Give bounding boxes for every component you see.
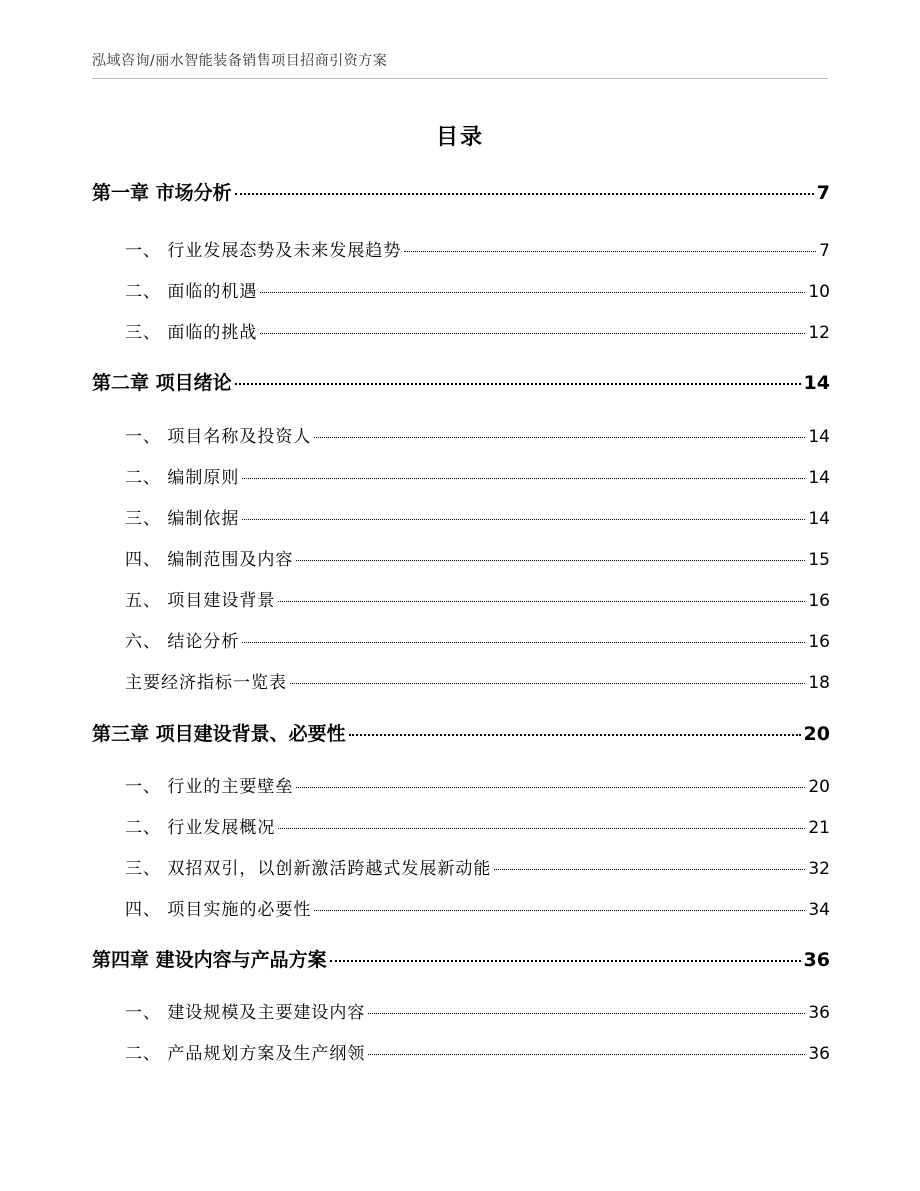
toc-page-number: 14 — [808, 427, 830, 447]
toc-page-number: 36 — [808, 1044, 830, 1064]
toc-dot-leader — [314, 910, 805, 911]
toc-section-entry[interactable] — [92, 1039, 830, 1064]
toc-page-number: 7 — [816, 182, 830, 204]
toc-section-entry[interactable] — [92, 998, 830, 1023]
toc-page-number: 7 — [819, 241, 830, 261]
toc-section-entry[interactable] — [92, 545, 830, 570]
toc-entry-label: 第二章 项目绪论 — [92, 372, 232, 394]
toc-entry-label: 二、 面临的机遇 — [125, 282, 258, 302]
toc-page-number: 10 — [808, 282, 830, 302]
toc-dot-leader — [404, 251, 816, 252]
running-header: 泓域咨询/丽水智能装备销售项目招商引资方案 — [92, 53, 388, 69]
toc-entry-label: 三、 编制依据 — [125, 509, 240, 529]
toc-section-entry[interactable] — [92, 463, 830, 488]
toc-entry-label: 一、 行业发展态势及未来发展趋势 — [125, 241, 402, 261]
toc-section-entry[interactable] — [92, 422, 830, 447]
toc-entry-label: 六、 结论分析 — [125, 632, 240, 652]
header-rule — [92, 78, 828, 79]
toc-entry-label: 四、 项目实施的必要性 — [125, 900, 312, 920]
toc-page-number: 16 — [808, 591, 830, 611]
toc-dot-leader — [314, 437, 805, 438]
toc-section-entry[interactable] — [92, 668, 830, 693]
toc-dot-leader — [368, 1054, 805, 1055]
toc-section-entry[interactable] — [92, 854, 830, 879]
toc-dot-leader — [235, 193, 814, 195]
toc-dot-leader — [349, 734, 801, 736]
toc-entry-label: 五、 项目建设背景 — [125, 591, 276, 611]
toc-page-number: 36 — [808, 1003, 830, 1023]
toc-section-entry[interactable] — [92, 236, 830, 261]
toc-page-number: 12 — [808, 323, 830, 343]
toc-entry-label: 三、 双招双引，以创新激活跨越式发展新动能 — [125, 859, 492, 879]
toc-entry-label: 四、 编制范围及内容 — [125, 550, 294, 570]
toc-page-number: 32 — [808, 859, 830, 879]
toc-page-number: 16 — [808, 632, 830, 652]
toc-entry-label: 第一章 市场分析 — [92, 182, 232, 204]
toc-page-number: 15 — [808, 550, 830, 570]
toc-page-number: 21 — [808, 818, 830, 838]
toc-page-number: 20 — [803, 723, 830, 745]
toc-page-number: 14 — [803, 372, 830, 394]
toc-entry-label: 第四章 建设内容与产品方案 — [92, 949, 327, 971]
toc-entry-label: 二、 编制原则 — [125, 468, 240, 488]
toc-entry-label: 一、 项目名称及投资人 — [125, 427, 312, 447]
toc-section-entry[interactable] — [92, 813, 830, 838]
toc-section-entry[interactable] — [92, 586, 830, 611]
toc-entry-label: 第三章 项目建设背景、必要性 — [92, 723, 346, 745]
toc-dot-leader — [494, 869, 805, 870]
toc-page-number: 36 — [803, 949, 830, 971]
toc-chapter-entry[interactable] — [92, 178, 830, 205]
toc-section-entry[interactable] — [92, 277, 830, 302]
toc-dot-leader — [235, 383, 801, 385]
toc-entry-label: 二、 行业发展概况 — [125, 818, 276, 838]
toc-page-number: 20 — [808, 777, 830, 797]
toc-page-number: 34 — [808, 900, 830, 920]
toc-section-entry[interactable] — [92, 895, 830, 920]
toc-page-number: 18 — [808, 673, 830, 693]
toc-dot-leader — [242, 478, 805, 479]
toc-dot-leader — [278, 828, 805, 829]
toc-section-entry[interactable] — [92, 318, 830, 343]
toc-entry-label: 一、 建设规模及主要建设内容 — [125, 1003, 366, 1023]
toc-dot-leader — [260, 292, 805, 293]
toc-page-number: 14 — [808, 509, 830, 529]
toc-dot-leader — [330, 960, 801, 962]
toc-dot-leader — [296, 787, 805, 788]
toc-title: 目录 — [435, 125, 484, 150]
toc-chapter-entry[interactable] — [92, 945, 830, 972]
toc-dot-leader — [368, 1013, 805, 1014]
toc-dot-leader — [242, 519, 805, 520]
toc-section-entry[interactable] — [92, 627, 830, 652]
toc-entry-label: 一、 行业的主要壁垒 — [125, 777, 294, 797]
toc-chapter-entry[interactable] — [92, 368, 830, 395]
toc-dot-leader — [290, 683, 805, 684]
toc-dot-leader — [242, 642, 805, 643]
toc-chapter-entry[interactable] — [92, 719, 830, 746]
toc-entry-label: 三、 面临的挑战 — [125, 323, 258, 343]
toc-entry-label: 二、 产品规划方案及生产纲领 — [125, 1044, 366, 1064]
toc-page-number: 14 — [808, 468, 830, 488]
toc-section-entry[interactable] — [92, 504, 830, 529]
toc-entry-label: 主要经济指标一览表 — [125, 673, 287, 693]
toc-dot-leader — [260, 333, 805, 334]
toc-dot-leader — [296, 560, 805, 561]
toc-section-entry[interactable] — [92, 772, 830, 797]
toc-dot-leader — [278, 601, 805, 602]
